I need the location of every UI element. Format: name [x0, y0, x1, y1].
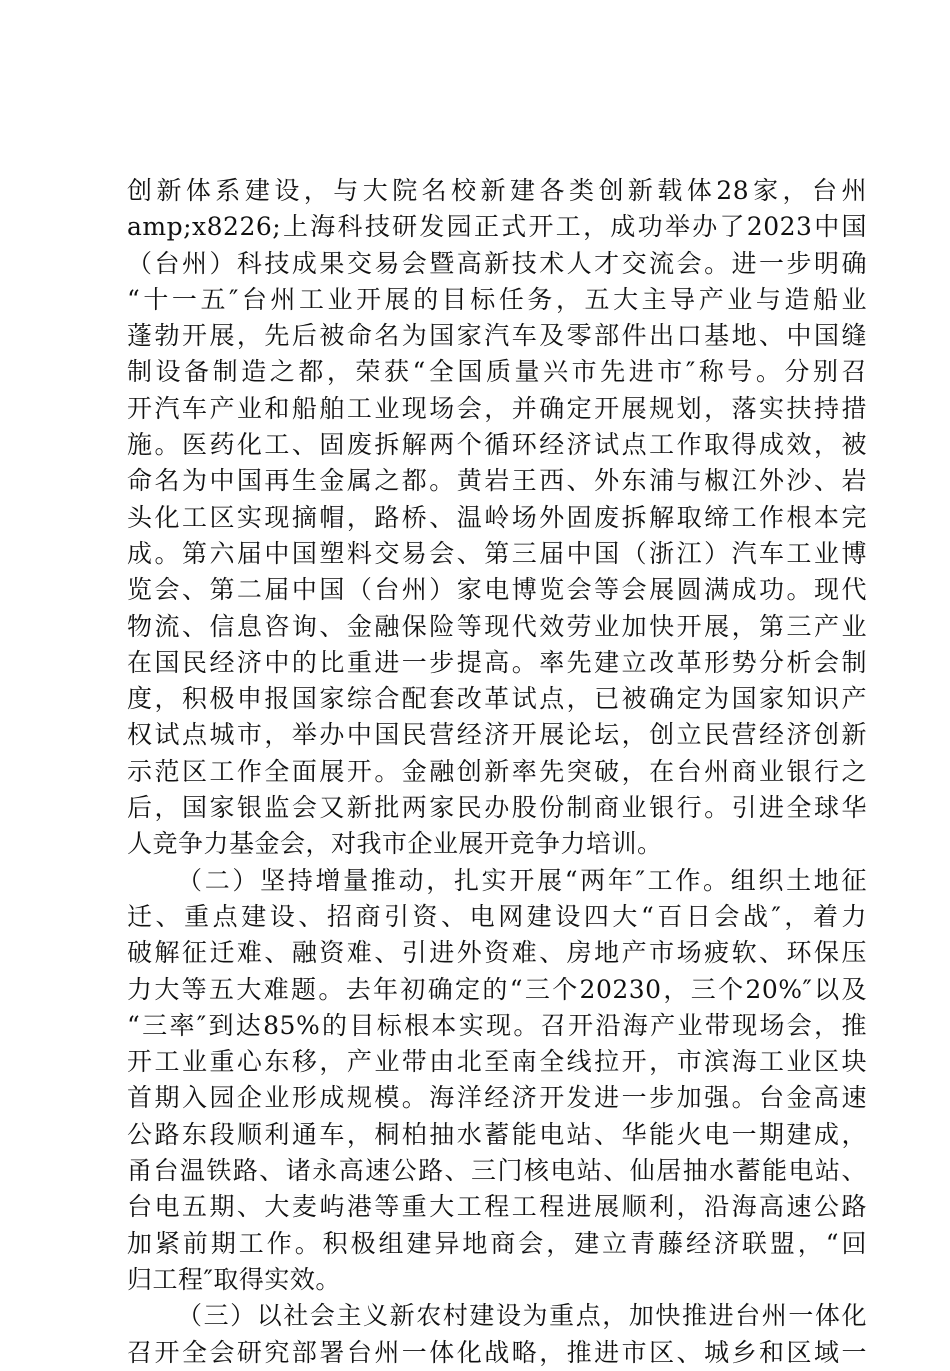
- text-line-15: 度，积极申报国家综合配套改革试点，已被确定为国家知识产: [127, 684, 867, 714]
- text-line-10: 头化工区实现摘帽，路桥、温岭场外固废拆解取缔工作根本完: [127, 502, 867, 532]
- text-line-1: 创新体系建设，与大院名校新建各类创新载体28家，台州: [127, 176, 867, 205]
- text-line-25: 开工业重心东移，产业带由北至南全线拉开，市滨海工业区块: [127, 1047, 867, 1077]
- text-line-2: amp;x8226;上海科技研发园正式开工，成功举办了2023中国: [127, 212, 867, 242]
- text-line-8: 施。医药化工、固废拆解两个循环经济试点工作取得成效，被: [127, 430, 867, 460]
- text-line-19: 人竞争力基金会，对我市企业展开竞争力培训。: [127, 829, 663, 859]
- text-line-16: 权试点城市，举办中国民营经济开展论坛，创立民营经济创新: [127, 720, 867, 750]
- text-line-17: 示范区工作全面展开。金融创新率先突破，在台州商业银行之: [127, 756, 867, 786]
- text-line-33: 召开全会研究部署台州一体化战略，推进市区、城乡和区域一: [127, 1337, 867, 1367]
- text-line-4: “十一五″台州工业开展的目标任务，五大主导产业与造船业: [127, 284, 867, 314]
- text-line-12: 览会、第二届中国（台州）家电博览会等会展圆满成功。现代: [127, 575, 867, 605]
- text-line-28: 甬台温铁路、诸永高速公路、三门核电站、仙居抽水蓄能电站、: [127, 1156, 867, 1186]
- text-line-23: 力大等五大难题。去年初确定的“三个20230，三个20%″以及: [127, 974, 867, 1004]
- text-line-9: 命名为中国再生金属之都。黄岩王西、外东浦与椒江外沙、岩: [127, 466, 867, 496]
- body-text: [127, 173, 867, 1371]
- text-line-27: 公路东段顺利通车，桐柏抽水蓄能电站、华能火电一期建成，: [127, 1119, 867, 1149]
- text-line-30: 加紧前期工作。积极组建异地商会，建立青藤经济联盟，“回: [127, 1228, 867, 1258]
- text-line-11: 成。第六届中国塑料交易会、第三届中国（浙江）汽车工业博: [127, 538, 867, 568]
- text-line-26: 首期入园企业形成规模。海洋经济开发进一步加强。台金高速: [127, 1083, 867, 1113]
- text-line-18: 后，国家银监会又新批两家民办股份制商业银行。引进全球华: [127, 793, 867, 823]
- text-line-20: （二）坚持增量推动，扎实开展“两年″工作。组织土地征: [177, 865, 867, 895]
- text-line-13: 物流、信息咨询、金融保险等现代效劳业加快开展，第三产业: [127, 611, 867, 641]
- text-line-21: 迁、重点建设、招商引资、电网建设四大“百日会战″，着力: [127, 901, 867, 931]
- text-line-5: 蓬勃开展，先后被命名为国家汽车及零部件出口基地、中国缝: [127, 321, 867, 351]
- text-line-29: 台电五期、大麦屿港等重大工程工程进展顺利，沿海高速公路: [127, 1192, 867, 1222]
- text-line-31: 归工程″取得实效。: [127, 1264, 341, 1294]
- text-line-24: “三率″到达85%的目标根本实现。召开沿海产业带现场会，推: [127, 1010, 867, 1040]
- text-line-32: （三）以社会主义新农村建设为重点，加快推进台州一体化: [177, 1301, 867, 1331]
- text-line-14: 在国民经济中的比重进一步提高。率先建立改革形势分析会制: [127, 647, 867, 677]
- text-line-6: 制设备制造之都，荣获“全国质量兴市先进市″称号。分别召: [127, 357, 867, 387]
- text-line-3: （台州）科技成果交易会暨高新技术人才交流会。进一步明确: [127, 248, 867, 278]
- text-line-22: 破解征迁难、融资难、引进外资难、房地产市场疲软、环保压: [127, 938, 867, 968]
- text-line-7: 开汽车产业和船舶工业现场会，并确定开展规划，落实扶持措: [127, 393, 867, 423]
